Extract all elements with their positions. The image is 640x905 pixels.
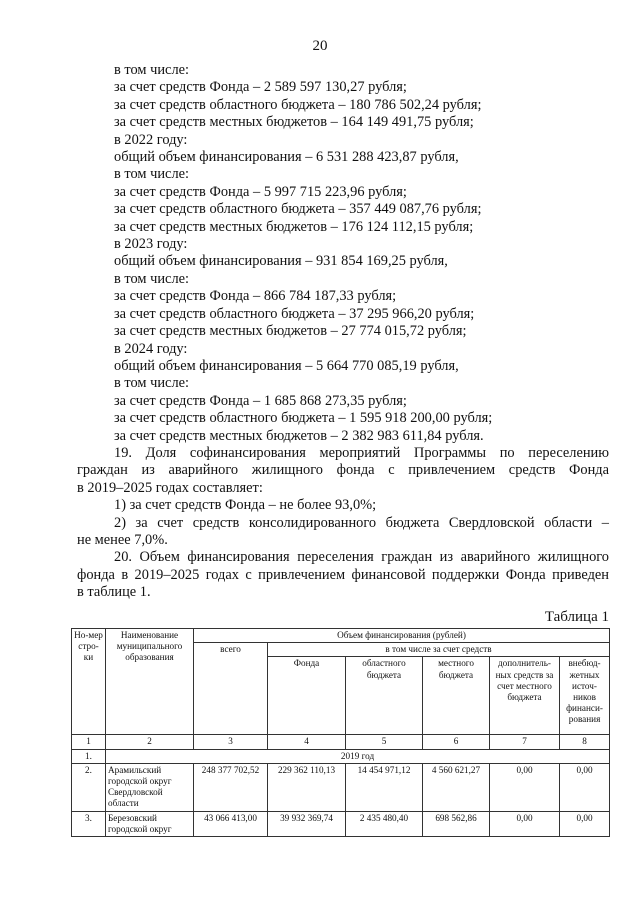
paragraph: в том числе: [114, 375, 190, 392]
paragraph: общий объем финансирования – 5 664 770 085,19 рубля, [114, 357, 459, 374]
paragraph: за счет средств Фонда – 866 784 187,33 рубля; [114, 288, 397, 305]
paragraph: за счет средств Фонда – 2 589 597 130,27 рубля; [114, 79, 407, 96]
paragraph-20-line: 20. Объем финансирования переселения граждан из аварийного жилищного [114, 549, 609, 566]
extra-value: 0,00 [560, 811, 610, 836]
table-row [72, 811, 610, 836]
column-number: 8 [560, 735, 610, 749]
paragraph: в 2022 году: [114, 131, 188, 148]
paragraph: за счет средств местных бюджетов – 164 149 491,75 рубля; [114, 114, 474, 131]
total-value: 43 066 413,00 [194, 811, 268, 836]
additional-value: 0,00 [490, 763, 560, 811]
document-body [77, 62, 609, 602]
header-row-number: Но-мер стро-ки [72, 629, 106, 735]
extra-value: 0,00 [560, 763, 610, 811]
paragraph-20-line: фонда в 2019–2025 годах с привлечением финансовой поддержки Фонда приведен [77, 566, 609, 583]
column-number: 3 [194, 735, 268, 749]
page-number: 20 [312, 38, 328, 54]
regional-value: 2 435 480,40 [346, 811, 423, 836]
header-total: всего [194, 643, 268, 735]
paragraph: за счет средств областного бюджета – 1 595 918 200,00 рубля; [114, 410, 493, 427]
financing-table [71, 628, 610, 837]
paragraph-19-line: 19. Доля софинансирования мероприятий Программы по переселению [114, 444, 609, 461]
paragraph: в том числе: [114, 62, 190, 78]
paragraph: за счет средств Фонда – 1 685 868 273,35 рубля; [114, 392, 407, 409]
list-item: 1) за счет средств Фонда – не более 93,0%; [114, 497, 377, 514]
paragraph: за счет средств областного бюджета – 357 449 087,76 рубля; [114, 201, 482, 218]
header-municipality: Наименование муниципального образования [106, 629, 194, 735]
header-extrabudgetary: внебюд-жетных источ-ников финанси-рования [560, 657, 610, 735]
header-financing-volume: Объем финансирования (рублей) [194, 629, 610, 643]
total-value: 248 377 702,52 [194, 763, 268, 811]
column-number: 1 [72, 735, 106, 749]
paragraph: в том числе: [114, 166, 190, 183]
row-number: 2. [72, 763, 106, 811]
fund-value: 39 932 369,74 [268, 811, 346, 836]
local-value: 698 562,86 [423, 811, 490, 836]
list-item: 2) за счет средств консолидированного бюджета Свердловской области – [114, 514, 609, 531]
paragraph: в 2023 году: [114, 236, 188, 253]
column-number: 6 [423, 735, 490, 749]
row-number: 3. [72, 811, 106, 836]
table-row [72, 763, 610, 811]
table-caption: Таблица 1 [544, 609, 609, 625]
paragraph: общий объем финансирования – 6 531 288 423,87 рубля, [114, 149, 459, 166]
paragraph: за счет средств Фонда – 5 997 715 223,96 рубля; [114, 183, 407, 200]
paragraph: за счет средств местных бюджетов – 2 382 983 611,84 рубля. [114, 427, 484, 444]
year-row-label: 2019 год [106, 749, 610, 763]
header-regional-budget: областного бюджета [346, 657, 423, 735]
paragraph: за счет средств местных бюджетов – 27 774 015,72 рубля; [114, 323, 467, 340]
header-additional-funds: дополнитель-ных средств за счет местного бюджета [490, 657, 560, 735]
header-fund: Фонда [268, 657, 346, 735]
paragraph-19-line: граждан из аварийного жилищного фонда с привлечением средств Фонда [77, 462, 609, 479]
fund-value: 229 362 110,13 [268, 763, 346, 811]
municipality-name: Березовский городской округ [106, 811, 194, 836]
additional-value: 0,00 [490, 811, 560, 836]
paragraph: в том числе: [114, 270, 190, 287]
regional-value: 14 454 971,12 [346, 763, 423, 811]
header-local-budget: местного бюджета [423, 657, 490, 735]
column-number: 7 [490, 735, 560, 749]
paragraph: за счет средств областного бюджета – 180 786 502,24 рубля; [114, 96, 482, 113]
local-value: 4 560 621,27 [423, 763, 490, 811]
municipality-name: Арамильский городской округ Свердловской области [106, 763, 194, 811]
paragraph: за счет средств областного бюджета – 37 295 966,20 рубля; [114, 305, 475, 322]
column-number: 5 [346, 735, 423, 749]
column-number: 4 [268, 735, 346, 749]
list-item: не менее 7,0%. [77, 531, 168, 548]
paragraph-19-line: в 2019–2025 годах составляет: [77, 479, 263, 496]
header-including: в том числе за счет средств [268, 643, 610, 657]
paragraph: в 2024 году: [114, 340, 188, 357]
paragraph-20-line: в таблице 1. [77, 584, 151, 601]
year-row-number: 1. [72, 749, 106, 763]
paragraph: общий объем финансирования – 931 854 169,25 рубля, [114, 253, 448, 270]
paragraph: за счет средств местных бюджетов – 176 124 112,15 рубля; [114, 218, 474, 235]
column-number: 2 [106, 735, 194, 749]
